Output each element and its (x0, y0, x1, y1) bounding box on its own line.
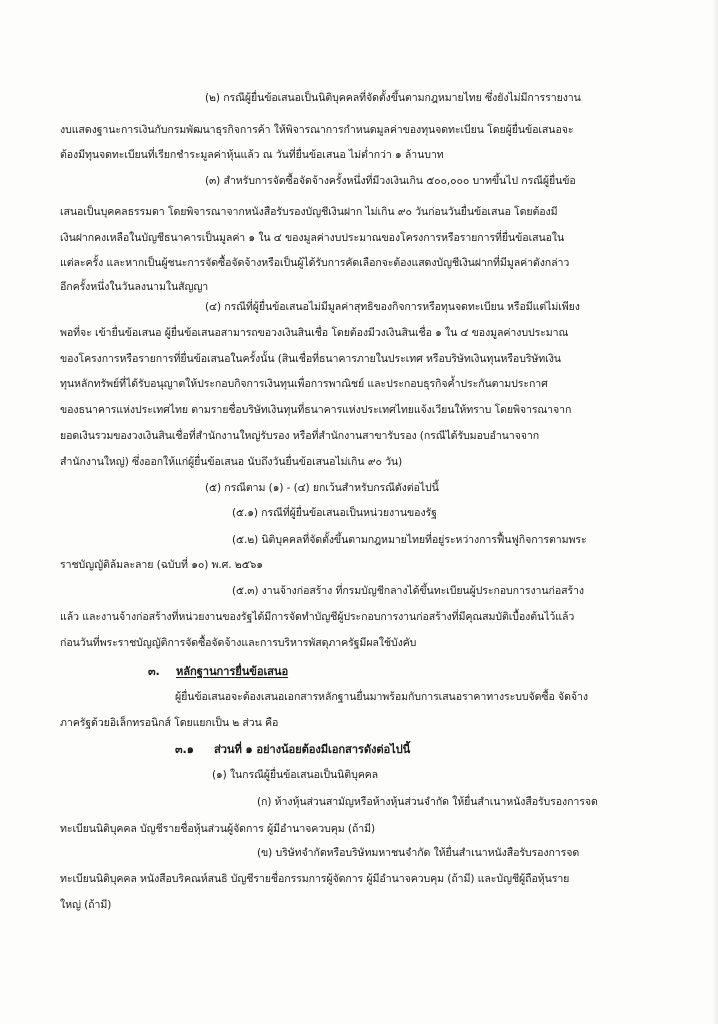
text-line: ผู้ยื่นข้อเสนอจะต้องเสนอเอกสารหลักฐานยื่นมาพร้อมกับการเสนอราคาทางระบบจัดซื้อ จัดจ้าง (175, 691, 588, 703)
text-line: ภาครัฐด้วยอิเล็กทรอนิกส์ โดยแยกเป็น ๒ ส่วน คือ (60, 717, 279, 729)
section-number: ๓. (148, 665, 160, 678)
section-heading: หลักฐานการยื่นข้อเสนอ (176, 665, 289, 678)
text-line: (๒) กรณีผู้ยื่นข้อเสนอเป็นนิติบุคคลที่จัดตั้งขึ้นตามกฎหมายไทย ซึ่งยังไม่มีการรายงาน (205, 92, 581, 104)
text-line: ของธนาคารแห่งประเทศไทย ตามรายชื่อบริษัทเงินทุนที่ธนาคารแห่งประเทศไทยแจ้งเวียนให้ทราบ โดยพิจารณาจาก (60, 404, 572, 416)
text-line: ทะเบียนนิติบุคคล บัญชีรายชื่อหุ้นส่วนผู้จัดการ ผู้มีอำนาจควบคุม (ถ้ามี) (60, 823, 375, 835)
text-line: (๕.๑) กรณีที่ผู้ยื่นข้อเสนอเป็นหน่วยงานของรัฐ (232, 507, 437, 519)
text-line: ก่อนวันที่พระราชบัญญัติการจัดซื้อจัดจ้างและการบริหารพัสดุภาครัฐมีผลใช้บังคับ (60, 637, 417, 649)
text-line: ทุนหลักทรัพย์ที่ได้รับอนุญาตให้ประกอบกิจการเงินทุนเพื่อการพาณิชย์ และประกอบธุรกิจค้ำประกันตามประกาศ (60, 378, 548, 390)
text-line: งบแสดงฐานะการเงินกับกรมพัฒนาธุรกิจการค้า ให้พิจารณาการกำหนดมูลค่าของทุนจดทะเบียน โดยผู้ยื่นข้อเสนอจะ (60, 124, 574, 136)
scan-shadow (712, 0, 718, 1024)
text-line: ทะเบียนนิติบุคคล หนังสือบริคณห์สนธิ บัญชีรายชื่อกรรมการผู้จัดการ ผู้มีอำนาจควบคุม (ถ้ามี) และบัญชีผู้ถือหุ้นราย (60, 873, 570, 885)
text-line: ยอดเงินรวมของวงเงินสินเชื่อที่สำนักงานใหญ่รับรอง หรือที่สำนักงานสาขารับรอง (กรณีได้รับมอบอำนาจจาก (60, 430, 540, 442)
text-line: (๕.๒) นิติบุคคลที่จัดตั้งขึ้นตามกฎหมายไทยที่อยู่ระหว่างการฟื้นฟูกิจการตามพระ (232, 534, 587, 546)
text-line: ของโครงการหรือรายการที่ยื่นข้อเสนอในครั้งนั้น (สินเชื่อที่ธนาคารภายในประเทศ หรือบริษัทเงินทุนหรือบริษัทเงิน (60, 353, 561, 365)
text-line: (ข) บริษัทจำกัดหรือบริษัทมหาชนจำกัด ให้ยื่นสำเนาหนังสือรับรองการจด (257, 847, 580, 859)
text-line: (๕) กรณีตาม (๑) - (๔) ยกเว้นสำหรับกรณีดังต่อไปนี้ (205, 482, 439, 494)
text-line: อีกครั้งหนึ่งในวันลงนามในสัญญา (60, 281, 209, 293)
text-line: ใหญ่ (ถ้ามี) (60, 899, 112, 911)
text-line: เงินฝากคงเหลือในบัญชีธนาคารเป็นมูลค่า ๑ ใน ๔ ของมูลค่างบประมาณของโครงการหรือรายการที่ยื่นข้อเสนอใน (60, 232, 565, 244)
text-line: (๔) กรณีที่ผู้ยื่นข้อเสนอไม่มีมูลค่าสุทธิของกิจการหรือทุนจดทะเบียน หรือมีแต่ไม่เพียง (205, 301, 580, 313)
subsection-number: ๓.๑ (175, 743, 194, 756)
text-line: แต่ละครั้ง และหากเป็นผู้ชนะการจัดซื้อจัดจ้างหรือเป็นผู้ได้รับการคัดเลือกจะต้องแสดงบัญชีเงินฝากที่มีมูลค่าดังกล่าว (60, 257, 570, 269)
text-line: เสนอเป็นบุคคลธรรมดา โดยพิจารณาจากหนังสือรับรองบัญชีเงินฝาก ไม่เกิน ๙๐ วันก่อนวันยื่นข้อเสนอ โดยต้องมี (60, 206, 558, 218)
text-line: พอที่จะ เข้ายื่นข้อเสนอ ผู้ยื่นข้อเสนอสามารถขอวงเงินสินเชื่อ โดยต้องมีวงเงินสินเชื่อ ๑ ใน ๔ ของมูลค่างบประมาณ (60, 327, 569, 339)
text-line: (ก) ห้างหุ้นส่วนสามัญหรือห้างหุ้นส่วนจำกัด ให้ยื่นสำเนาหนังสือรับรองการจด (257, 796, 598, 808)
text-line: ราชบัญญัติล้มละลาย (ฉบับที่ ๑๐) พ.ศ. ๒๕๖๑ (60, 559, 263, 571)
text-line: (๓) สำหรับการจัดซื้อจัดจ้างครั้งหนึ่งที่มีวงเงินเกิน ๕๐๐,๐๐๐ บาทขึ้นไป กรณีผู้ยื่นข้อ (205, 175, 576, 187)
subsection-heading: ส่วนที่ ๑ อย่างน้อยต้องมีเอกสารดังต่อไปนี้ (214, 743, 411, 756)
text-line: แล้ว และงานจ้างก่อสร้างที่หน่วยงานของรัฐได้มีการจัดทำบัญชีผู้ประกอบการงานก่อสร้างที่มีคุณสมบัติเบื้องต้นไว้แล้ว (60, 611, 575, 623)
text-line: (๑) ในกรณีผู้ยื่นข้อเสนอเป็นนิติบุคคล (212, 769, 379, 781)
text-line: (๕.๓) งานจ้างก่อสร้าง ที่กรมบัญชีกลางได้ขึ้นทะเบียนผู้ประกอบการงานก่อสร้าง (232, 585, 584, 597)
text-line: ต้องมีทุนจดทะเบียนที่เรียกชำระมูลค่าหุ้นแล้ว ณ วันที่ยื่นข้อเสนอ ไม่ต่ำกว่า ๑ ล้านบาท (60, 149, 444, 161)
text-line: สำนักงานใหญ่) ซึ่งออกให้แก่ผู้ยื่นข้อเสนอ นับถึงวันยื่นข้อเสนอไม่เกิน ๙๐ วัน) (60, 456, 403, 468)
